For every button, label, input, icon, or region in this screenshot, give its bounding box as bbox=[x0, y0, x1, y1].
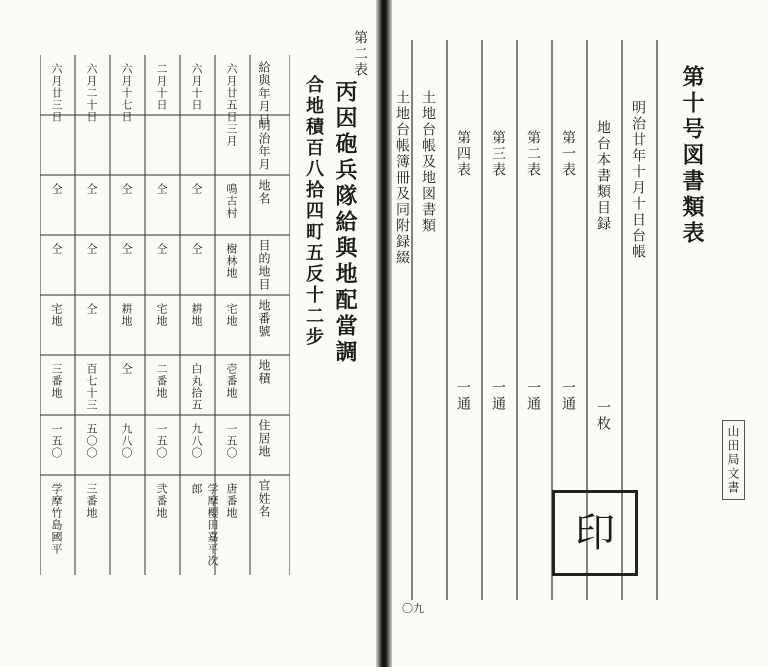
cell-land-type: 耕地 bbox=[190, 303, 203, 327]
left-page bbox=[0, 0, 378, 667]
cell-category: 仝 bbox=[190, 243, 203, 255]
header-area: 地積 bbox=[257, 359, 271, 385]
cell-category: 樹林地 bbox=[225, 243, 238, 279]
right-count-3: 一通 bbox=[525, 380, 541, 412]
right-line-6: 第四表 bbox=[455, 130, 471, 178]
cell-land-type: 宅地 bbox=[155, 303, 168, 327]
cell-date: 六月廿五日 bbox=[225, 63, 238, 123]
cell-lot: 白丸拾五 bbox=[190, 363, 203, 411]
cell-place: 仝 bbox=[85, 183, 98, 195]
cell-area: 五〇〇 bbox=[85, 423, 98, 459]
cell-category: 仝 bbox=[50, 243, 63, 255]
cell-category: 仝 bbox=[85, 243, 98, 255]
cell-area: 九八〇 bbox=[120, 423, 133, 459]
cell-land-type: 仝 bbox=[85, 303, 98, 315]
right-line-7: 土地台帳及地図書類 bbox=[420, 90, 436, 234]
cell-area: 九八〇 bbox=[190, 423, 203, 459]
cell-area: 一五〇 bbox=[155, 423, 168, 459]
header-date: 給與年月日 bbox=[257, 61, 271, 126]
cell-lot: 二番地 bbox=[155, 363, 168, 399]
right-count-2: 一通 bbox=[560, 380, 576, 412]
cell-lot: 三番地 bbox=[50, 363, 63, 399]
cell-date: 六月廿三日 bbox=[50, 63, 63, 123]
cell-category: 仝 bbox=[120, 243, 133, 255]
cell-residence: 三番地 bbox=[85, 483, 98, 519]
right-line-4: 第二表 bbox=[525, 130, 541, 178]
cell-date: 六月十日 bbox=[190, 63, 203, 111]
page-number: 〇九 bbox=[402, 602, 424, 615]
right-line-5: 第三表 bbox=[490, 130, 506, 178]
seal-stamp bbox=[552, 490, 638, 576]
cell-place: 仝 bbox=[190, 183, 203, 195]
header-place: 地名 bbox=[257, 179, 271, 205]
marginal-label: 第二表 bbox=[352, 30, 368, 78]
right-line-8: 土地台帳簿冊及同附録綴 bbox=[394, 90, 410, 266]
cell-year: 三月 bbox=[225, 123, 238, 147]
cell-residence: 唐番地 bbox=[225, 483, 238, 519]
cell-land-type: 耕地 bbox=[120, 303, 133, 327]
header-residence: 住居地 bbox=[257, 419, 271, 458]
right-count-5: 一通 bbox=[455, 380, 471, 412]
cell-land-type: 宅地 bbox=[50, 303, 63, 327]
cell-lot: 仝 bbox=[120, 363, 133, 375]
left-title: 丙因砲兵隊給與地配當調 bbox=[332, 80, 358, 366]
cell-lot: 百七十三 bbox=[85, 363, 98, 411]
cell-category: 仝 bbox=[155, 243, 168, 255]
cell-person: 学摩竹島國平 bbox=[50, 483, 63, 555]
cell-place: 鳴古村 bbox=[225, 183, 238, 219]
cell-residence: 弐番地 bbox=[155, 483, 168, 519]
right-count-1: 一枚 bbox=[595, 400, 611, 432]
right-line-2: 地台本書類目録 bbox=[595, 120, 611, 232]
right-count-4: 一通 bbox=[490, 380, 506, 412]
cell-person: 学摩櫻田嘉平次郎 bbox=[190, 483, 219, 567]
header-category: 目的地目 bbox=[257, 239, 271, 291]
cell-area: 一五〇 bbox=[50, 423, 63, 459]
ledger-table bbox=[40, 55, 290, 575]
header-year: 明治年月 bbox=[257, 119, 271, 171]
cell-place: 仝 bbox=[120, 183, 133, 195]
cell-land-type: 宅地 bbox=[225, 303, 238, 327]
header-name: 官姓名 bbox=[257, 479, 271, 518]
cell-place: 仝 bbox=[50, 183, 63, 195]
cell-date: 六月十七日 bbox=[120, 63, 133, 123]
right-line-3: 第一表 bbox=[560, 130, 576, 178]
cell-date: 六月二十日 bbox=[85, 63, 98, 123]
cell-lot: 壱番地 bbox=[225, 363, 238, 399]
book-spine bbox=[376, 0, 392, 667]
right-page bbox=[392, 0, 768, 667]
left-subtitle: 合地積百八拾四町五反十二步 bbox=[303, 75, 324, 348]
right-line-1: 明治廿年十月十日台帳 bbox=[630, 100, 646, 260]
cell-date: 二月十日 bbox=[155, 63, 168, 111]
cell-area: 一五〇 bbox=[225, 423, 238, 459]
side-tab-label: 山田局文書 bbox=[722, 420, 745, 500]
seal-text: 印 bbox=[575, 510, 615, 556]
right-header: 第十号図書類表 bbox=[679, 65, 705, 247]
header-lot-number: 地番號 bbox=[257, 299, 271, 338]
cell-place: 仝 bbox=[155, 183, 168, 195]
